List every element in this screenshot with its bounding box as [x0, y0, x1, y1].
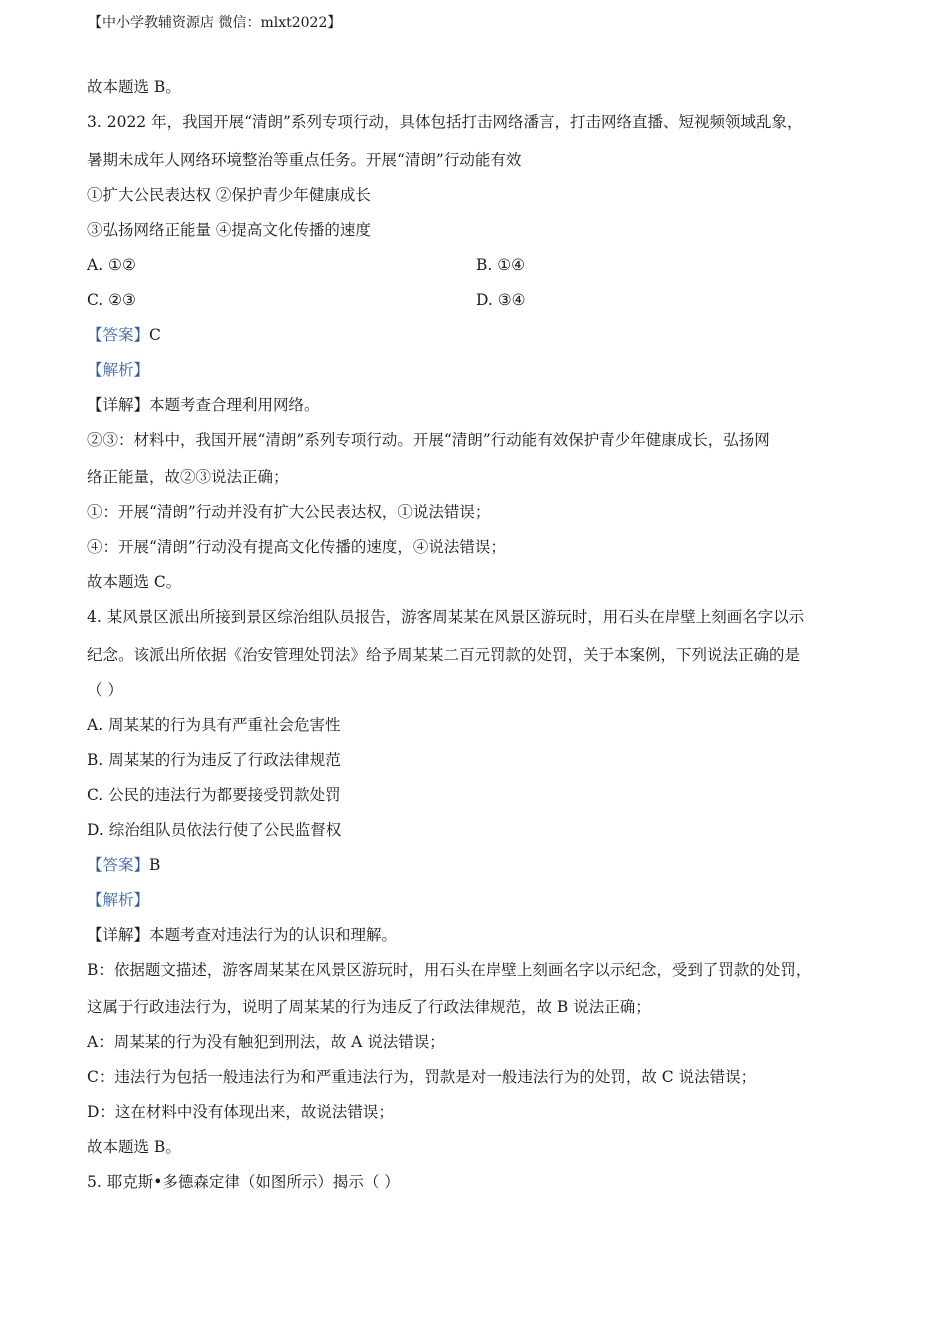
q4-answer	[87, 848, 867, 883]
q3-statement-line-1: ①扩大公民表达权 ②保护青少年健康成长	[87, 185, 371, 204]
page-header: 【中小学教辅资源店 微信：mlxt2022】	[88, 15, 342, 31]
document-body	[87, 70, 867, 1200]
q3-option-d: D. ③④	[476, 290, 526, 309]
q3-stem-line-2: 暑期未成年人网络环境整治等重点任务。开展“清朗”行动能有效	[87, 150, 522, 169]
q4-answer-tag: 【答案】	[87, 855, 150, 874]
q4-stem-line-3: （ ）	[87, 680, 123, 699]
q3-answer-value: C	[149, 325, 161, 344]
q3-answer-tag: 【答案】	[87, 325, 150, 344]
q4-option-c: C. 公民的违法行为都要接受罚款处罚	[87, 785, 341, 804]
q3-explanation-line-1: ②③：材料中，我国开展“清朗”系列专项行动。开展“清朗”行动能有效保护青少年健康成长，弘扬网	[87, 430, 770, 449]
q3-option-b: B. ①④	[476, 255, 526, 274]
q3-option-c: C. ②③	[87, 290, 136, 309]
q4-explanation-line-5: D：这在材料中没有体现出来，故说法错误；	[87, 1103, 394, 1121]
q4-explanation-line-3: A：周某某的行为没有触犯到刑法，故 A 说法错误；	[87, 1033, 445, 1051]
previous-conclusion: 故本题选 B。	[87, 78, 181, 96]
q3-options-row-2	[87, 283, 867, 318]
q3-conclusion: 故本题选 C。	[87, 573, 182, 591]
q4-analysis-tag: 【解析】	[87, 890, 150, 909]
q4-option-a: A. 周某某的行为具有严重社会危害性	[87, 715, 341, 734]
q4-stem-line-1: 4. 某风景区派出所接到景区综治组队员报告，游客周某某在风景区游玩时，用石头在岸壁上刻画名字以示	[87, 608, 805, 626]
q3-statement-line-2: ③弘扬网络正能量 ④提高文化传播的速度	[87, 220, 371, 239]
q4-conclusion: 故本题选 B。	[87, 1138, 181, 1156]
q4-answer-value: B	[149, 855, 161, 874]
q5-stem: 5. 耶克斯•多德森定律（如图所示）揭示（ ）	[87, 1173, 400, 1191]
q4-detail: 【详解】本题考查对违法行为的认识和理解。	[87, 925, 398, 944]
q3-stem-line-1: 3. 2022 年，我国开展“清朗”系列专项行动，具体包括打击网络潘言，打击网络直播、短视频领域乱象，	[87, 113, 803, 131]
q4-explanation-line-1: B：依据题文描述，游客周某某在风景区游玩时，用石头在岸壁上刻画名字以示纪念，受到了罚款的处罚，	[87, 960, 812, 979]
q4-option-d: D. 综治组队员依法行使了公民监督权	[87, 820, 342, 839]
q3-option-a: A. ①②	[87, 255, 136, 274]
q4-explanation-line-2: 这属于行政违法行为，说明了周某某的行为违反了行政法律规范，故 B 说法正确；	[87, 998, 651, 1016]
q3-detail: 【详解】本题考查合理利用网络。	[87, 395, 320, 414]
q3-answer	[87, 318, 867, 353]
q4-stem-line-2: 纪念。该派出所依据《治安管理处罚法》给予周某某二百元罚款的处罚，关于本案例，下列说法正确的是	[87, 645, 801, 664]
q3-analysis-tag: 【解析】	[87, 360, 150, 379]
q3-options-row-1	[87, 248, 867, 283]
q4-explanation-line-4: C：违法行为包括一般违法行为和严重违法行为，罚款是对一般违法行为的处罚，故 C 说法错误；	[87, 1068, 757, 1086]
q3-explanation-line-2: 络正能量，故②③说法正确；	[87, 468, 289, 486]
q4-option-b: B. 周某某的行为违反了行政法律规范	[87, 750, 341, 769]
q3-explanation-line-4: ④：开展“清朗”行动没有提高文化传播的速度，④说法错误；	[87, 538, 506, 556]
q3-explanation-line-3: ①：开展“清朗”行动并没有扩大公民表达权，①说法错误；	[87, 503, 491, 521]
